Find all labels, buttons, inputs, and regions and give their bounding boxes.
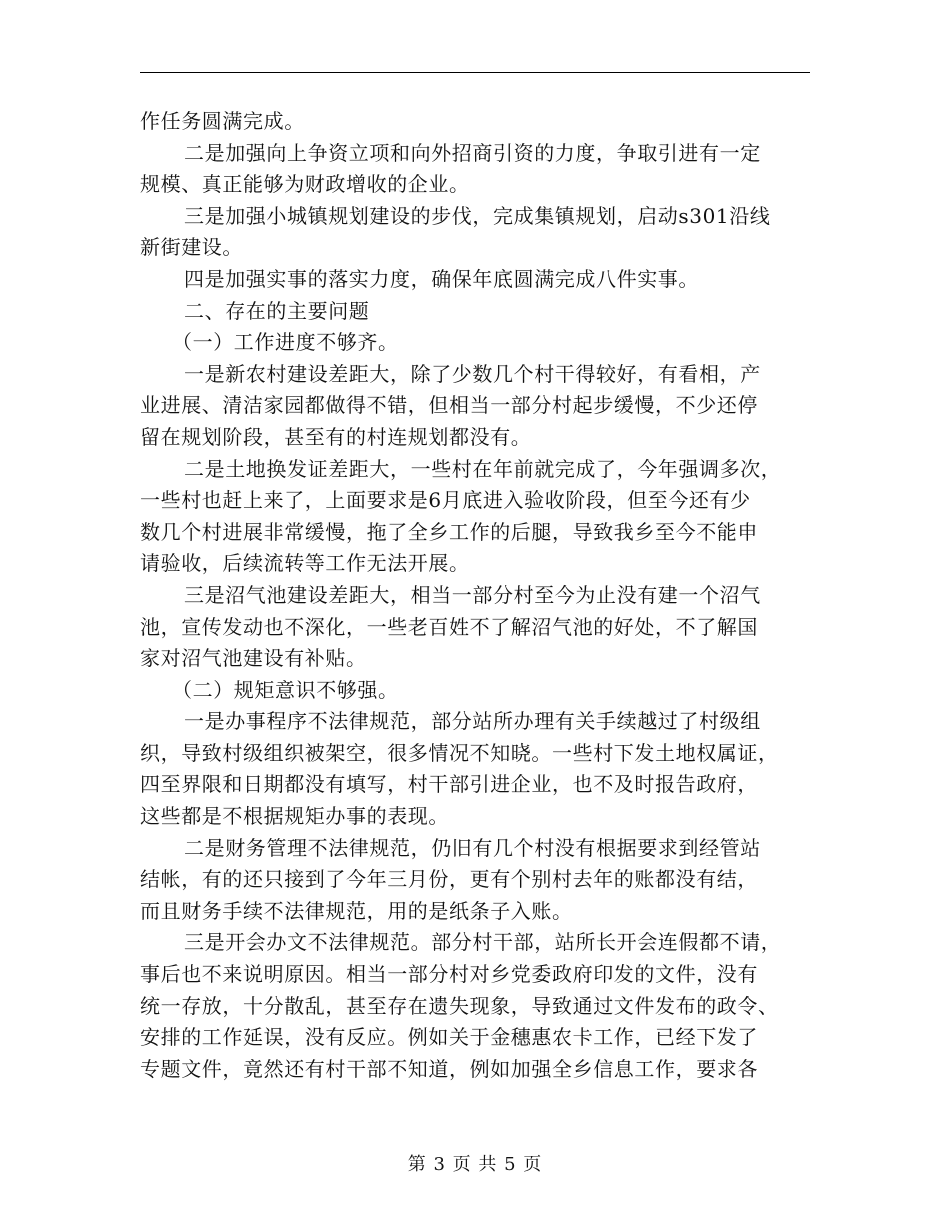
text-line: 统一存放，十分散乱，甚至存在遗失现象，导致通过文件发布的政令、 (140, 993, 779, 1018)
text-line: 事后也不来说明原因。相当一部分村对乡党委政府印发的文件，没有 (140, 962, 758, 987)
header-rule (140, 72, 810, 73)
text-line: 四至界限和日期都没有填写，村干部引进企业，也不及时报告政府， (140, 772, 758, 797)
text-line: 安排的工作延误，没有反应。例如关于金穗惠农卡工作，已经下发了 (140, 1025, 758, 1050)
text-line: 家对沼气池建设有补贴。 (140, 646, 367, 671)
text-line: 业进展、清洁家园都做得不错，但相当一部分村起步缓慢，不少还停 (140, 393, 758, 418)
text-line: 三是开会办文不法律规范。部分村干部，站所长开会连假都不请， (184, 930, 782, 955)
section-heading: 二、存在的主要问题 (184, 298, 370, 323)
text-line: 二是财务管理不法律规范，仍旧有几个村没有根据要求到经管站 (184, 835, 761, 860)
text-line: 池，宣传发动也不深化，一些老百姓不了解沼气池的好处，不了解国 (140, 614, 758, 639)
text-line: 数几个村进展非常缓慢，拖了全乡工作的后腿，导致我乡至今不能申 (140, 519, 758, 544)
text-line: 织，导致村级组织被架空，很多情况不知晓。一些村下发土地权属证， (140, 740, 779, 765)
text-line: 请验收，后续流转等工作无法开展。 (140, 551, 470, 576)
subsection-heading: （一）工作进度不够齐。 (172, 330, 399, 355)
text-line: 三是沼气池建设差距大，相当一部分村至今为止没有建一个沼气 (184, 582, 761, 607)
text-line: 一是新农村建设差距大，除了少数几个村干得较好，有看相，产 (184, 361, 761, 386)
page-number: 第 3 页 共 5 页 (407, 1154, 543, 1175)
text-line: 作任务圆满完成。 (140, 109, 305, 133)
text-line: 规模、真正能够为财政增收的企业。 (140, 172, 470, 197)
text-line: 而且财务手续不法律规范，用的是纸条子入账。 (140, 898, 573, 923)
text-line: 三是加强小城镇规划建设的步伐，完成集镇规划，启动s301沿线 (184, 203, 771, 228)
text-line: 一是办事程序不法律规范，部分站所办理有关手续越过了村级组 (184, 709, 761, 734)
text-line: 结帐，有的还只接到了今年三月份，更有个别村去年的账都没有结， (140, 867, 758, 892)
text-line: 一些村也赶上来了，上面要求是6月底进入验收阶段，但至今还有少 (140, 488, 751, 513)
text-line: 二是加强向上争资立项和向外招商引资的力度，争取引进有一定 (184, 140, 761, 165)
text-line: 新街建设。 (140, 235, 243, 260)
text-line: 二是土地换发证差距大，一些村在年前就完成了，今年强调多次， (184, 456, 782, 481)
document-body (140, 106, 812, 1085)
subsection-heading: （二）规矩意识不够强。 (172, 677, 399, 702)
text-line: 这些都是不根据规矩办事的表现。 (140, 804, 449, 829)
text-line: 四是加强实事的落实力度，确保年底圆满完成八件实事。 (184, 266, 699, 291)
text-line: 专题文件，竟然还有村干部不知道，例如加强全乡信息工作，要求各 (140, 1056, 758, 1081)
text-line: 留在规划阶段，甚至有的村连规划都没有。 (140, 424, 532, 449)
